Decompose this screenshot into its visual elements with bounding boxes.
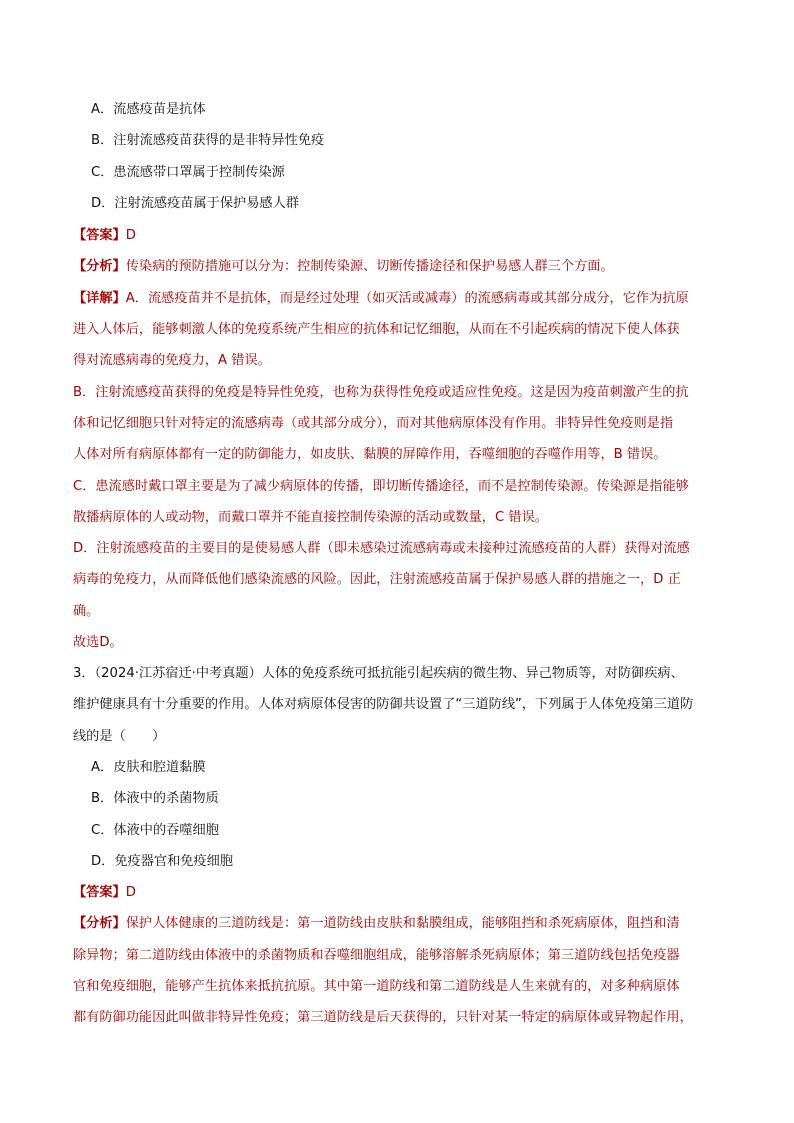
q3-stem-line-3: 线的是（ ）	[73, 729, 166, 744]
q2-detail-line-10: 病毒的免疫力，从而降低他们感染流感的风险。因此，注射流感疫苗属于保护易感人群的措施之一，D 正	[73, 572, 681, 587]
q3-option-d: D．免疫器官和免疫细胞	[91, 854, 234, 869]
answer-tag: 【答案】	[73, 228, 126, 243]
q2-detail-line-2: 进入人体后，能够刺激人体的免疫系统产生相应的抗体和记忆细胞，从而在不引起疾病的情况下使人体获	[73, 322, 680, 337]
q2-detail-line-6: 人体对所有病原体都有一定的防御能力，如皮肤、黏膜的屏障作用，吞噬细胞的吞噬作用等，B 错误。	[73, 447, 667, 462]
answer-value: D	[125, 228, 136, 243]
q2-detail-line-4: B．注射流感疫苗获得的免疫是特异性免疫，也称为获得性免疫或适应性免疫。这是因为疫苗刺激产生的抗	[73, 385, 689, 400]
q2-detail-line-9: D．注射流感疫苗的主要目的是使易感人群（即未感染过流感病毒或未接种过流感疫苗的人群）获得对流感	[73, 541, 690, 556]
q2-detail-line-3: 得对流感病毒的免疫力，A 错误。	[73, 353, 271, 368]
q3-analysis-line-1	[73, 915, 680, 933]
answer-tag: 【答案】	[73, 885, 126, 900]
q2-detail-line-7: C．患流感时戴口罩主要是为了减少病原体的传播，即切断传播途径，而不是控制传染源。传染源是指能够	[73, 479, 689, 494]
q2-detail-line-8: 散播病原体的人或动物，而戴口罩并不能直接控制传染源的活动或数量，C 错误。	[73, 510, 548, 525]
q2-conclusion: 故选D。	[73, 635, 123, 650]
q3-option-b: B．体液中的杀菌物质	[91, 791, 219, 806]
q2-analysis	[73, 258, 614, 276]
detail-text: A．流感疫苗并不是抗体，而是经过处理（如灭活或减毒）的流感病毒或其部分成分，它作为抗原	[125, 291, 689, 306]
q2-detail-line-1	[73, 290, 689, 308]
q2-option-a: A．流感疫苗是抗体	[91, 102, 206, 117]
q2-option-d: D．注射流感疫苗属于保护易感人群	[91, 196, 299, 211]
answer-value: D	[125, 885, 136, 900]
q3-stem-line-2: 维护健康具有十分重要的作用。人体对病原体侵害的防御共设置了“三道防线”，下列属于人体免疫第三道防	[73, 697, 694, 712]
analysis-text: 保护人体健康的三道防线是：第一道防线由皮肤和黏膜组成，能够阻挡和杀死病原体，阻挡和清	[125, 916, 680, 931]
analysis-text: 传染病的预防措施可以分为：控制传染源、切断传播途径和保护易感人群三个方面。	[125, 259, 614, 274]
q3-analysis-line-4: 都有防御功能因此叫做非特异性免疫；第三道防线是后天获得的，只针对某一特定的病原体或异物起作用，	[73, 1010, 693, 1025]
q3-answer	[73, 884, 136, 902]
detail-tag: 【详解】	[73, 291, 126, 306]
q2-option-b: B．注射流感疫苗获得的是非特异性免疫	[91, 133, 325, 148]
q2-answer	[73, 227, 136, 245]
q2-detail-line-11: 确。	[73, 604, 100, 619]
q3-analysis-line-2: 除异物；第二道防线由体液中的杀菌物质和吞噬细胞组成，能够溶解杀死病原体；第三道防线包括免疫器	[73, 948, 680, 963]
q3-option-c: C．体液中的吞噬细胞	[91, 823, 219, 838]
analysis-tag: 【分析】	[73, 916, 126, 931]
q2-detail-line-5: 体和记忆细胞只针对特定的流感病毒（或其部分成分），而对其他病原体没有作用。非特异性免疫则是指	[73, 416, 674, 431]
q2-option-c: C．患流感带口罩属于控制传染源	[91, 165, 285, 180]
q3-analysis-line-3: 官和免疫细胞，能够产生抗体来抵抗抗原。其中第一道防线和第二道防线是人生来就有的，对多种病原体	[73, 979, 680, 994]
q3-stem-line-1: 3．（2024·江苏宿迁·中考真题）人体的免疫系统可抵抗能引起疾病的微生物、异己物质等，对防御疾病、	[73, 666, 684, 681]
q3-option-a: A．皮肤和腔道黏膜	[91, 760, 206, 775]
analysis-tag: 【分析】	[73, 259, 126, 274]
